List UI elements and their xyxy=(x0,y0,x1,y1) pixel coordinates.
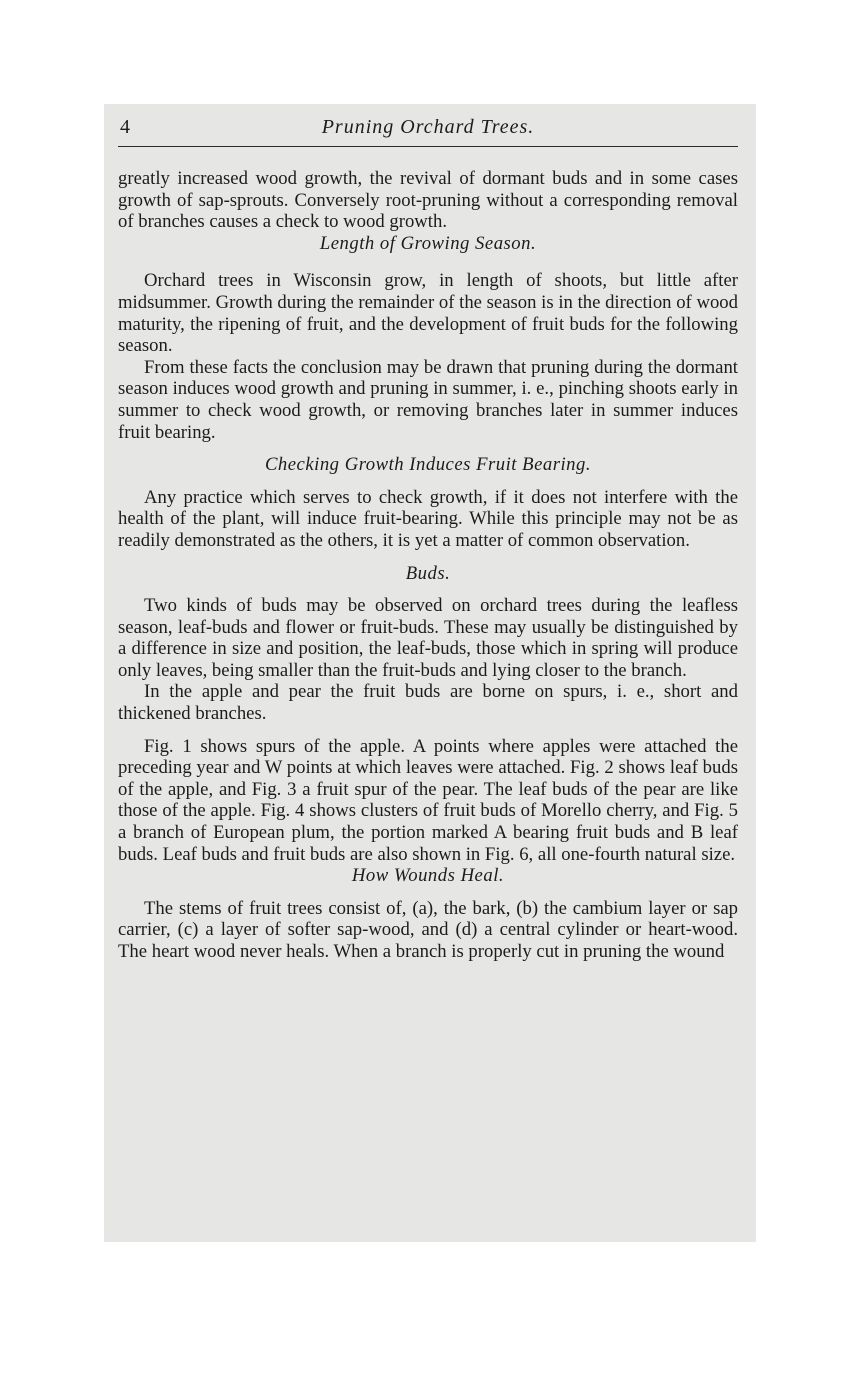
paragraph-conclusion: From these facts the conclusion may be drawn that pruning during the dormant season induces wood growth and pruning in summer, i. e., pinching shoots early in summer to check wood growth, or removing branches later in summer induces fruit bearing. xyxy=(118,356,738,443)
paragraph-growing-season: Orchard trees in Wisconsin grow, in length of shoots, but little after midsummer. Growth during the remainder of the season is in the direction of wood maturity, the ripening of fruit, and the development of fruit buds for the following season. xyxy=(118,270,738,357)
page-number: 4 xyxy=(120,116,130,138)
body-text xyxy=(118,168,738,963)
document-page xyxy=(104,104,756,1242)
heading-buds: Buds. xyxy=(405,562,451,584)
paragraph-continued: greatly increased wood growth, the revival of dormant buds and in some cases growth of sap-sprouts. Conversely root-pruning without a corresponding removal of branches causes a check to wood growth. xyxy=(118,168,738,233)
paragraph-apple-and-pear: In the apple and pear the fruit buds are borne on spurs, i. e., short and thickened branches. xyxy=(118,681,738,725)
running-title: Pruning Orchard Trees. xyxy=(321,116,535,138)
paragraph-wounds: The stems of fruit trees consist of, (a), the bark, (b) the cambium layer or sap carrier, (c) a layer of softer sap-wood, and (d) a central cylinder or heart-wood. The heart wood never heals. When a branch is properly cut in pruning the wound xyxy=(118,897,738,962)
heading-length-of-growing-season: Length of Growing Season. xyxy=(319,232,537,254)
paragraph-figures: Fig. 1 shows spurs of the apple. A points where apples were attached the preceding year and W points at which leaves were attached. Fig. 2 shows leaf buds of the apple, and Fig. 3 a fruit spur of the pear. The leaf buds of the pear are like those of the apple. Fig. 4 shows clusters of fruit buds of Morello cherry, and Fig. 5 a branch of European plum, the portion marked A bearing fruit buds and B leaf buds. Leaf buds and fruit buds are also shown in Fig. 6, all one-fourth natural size. xyxy=(118,735,738,865)
heading-checking-growth: Checking Growth Induces Fruit Bearing. xyxy=(264,454,592,476)
heading-how-wounds-heal: How Wounds Heal. xyxy=(351,865,505,887)
running-header xyxy=(118,112,738,147)
paragraph-two-kinds-of-buds: Two kinds of buds may be observed on orchard trees during the leafless season, leaf-buds and flower or fruit-buds. These may usually be distinguished by a difference in size and position, the leaf-buds, those which in spring will produce only leaves, being smaller than the fruit-buds and lying closer to the branch. xyxy=(118,595,738,681)
paragraph-checking-growth: Any practice which serves to check growth, if it does not interfere with the health of the plant, will induce fruit-bearing. While this principle may not be as readily demonstrated as the others, it is yet a matter of common observation. xyxy=(118,486,738,551)
